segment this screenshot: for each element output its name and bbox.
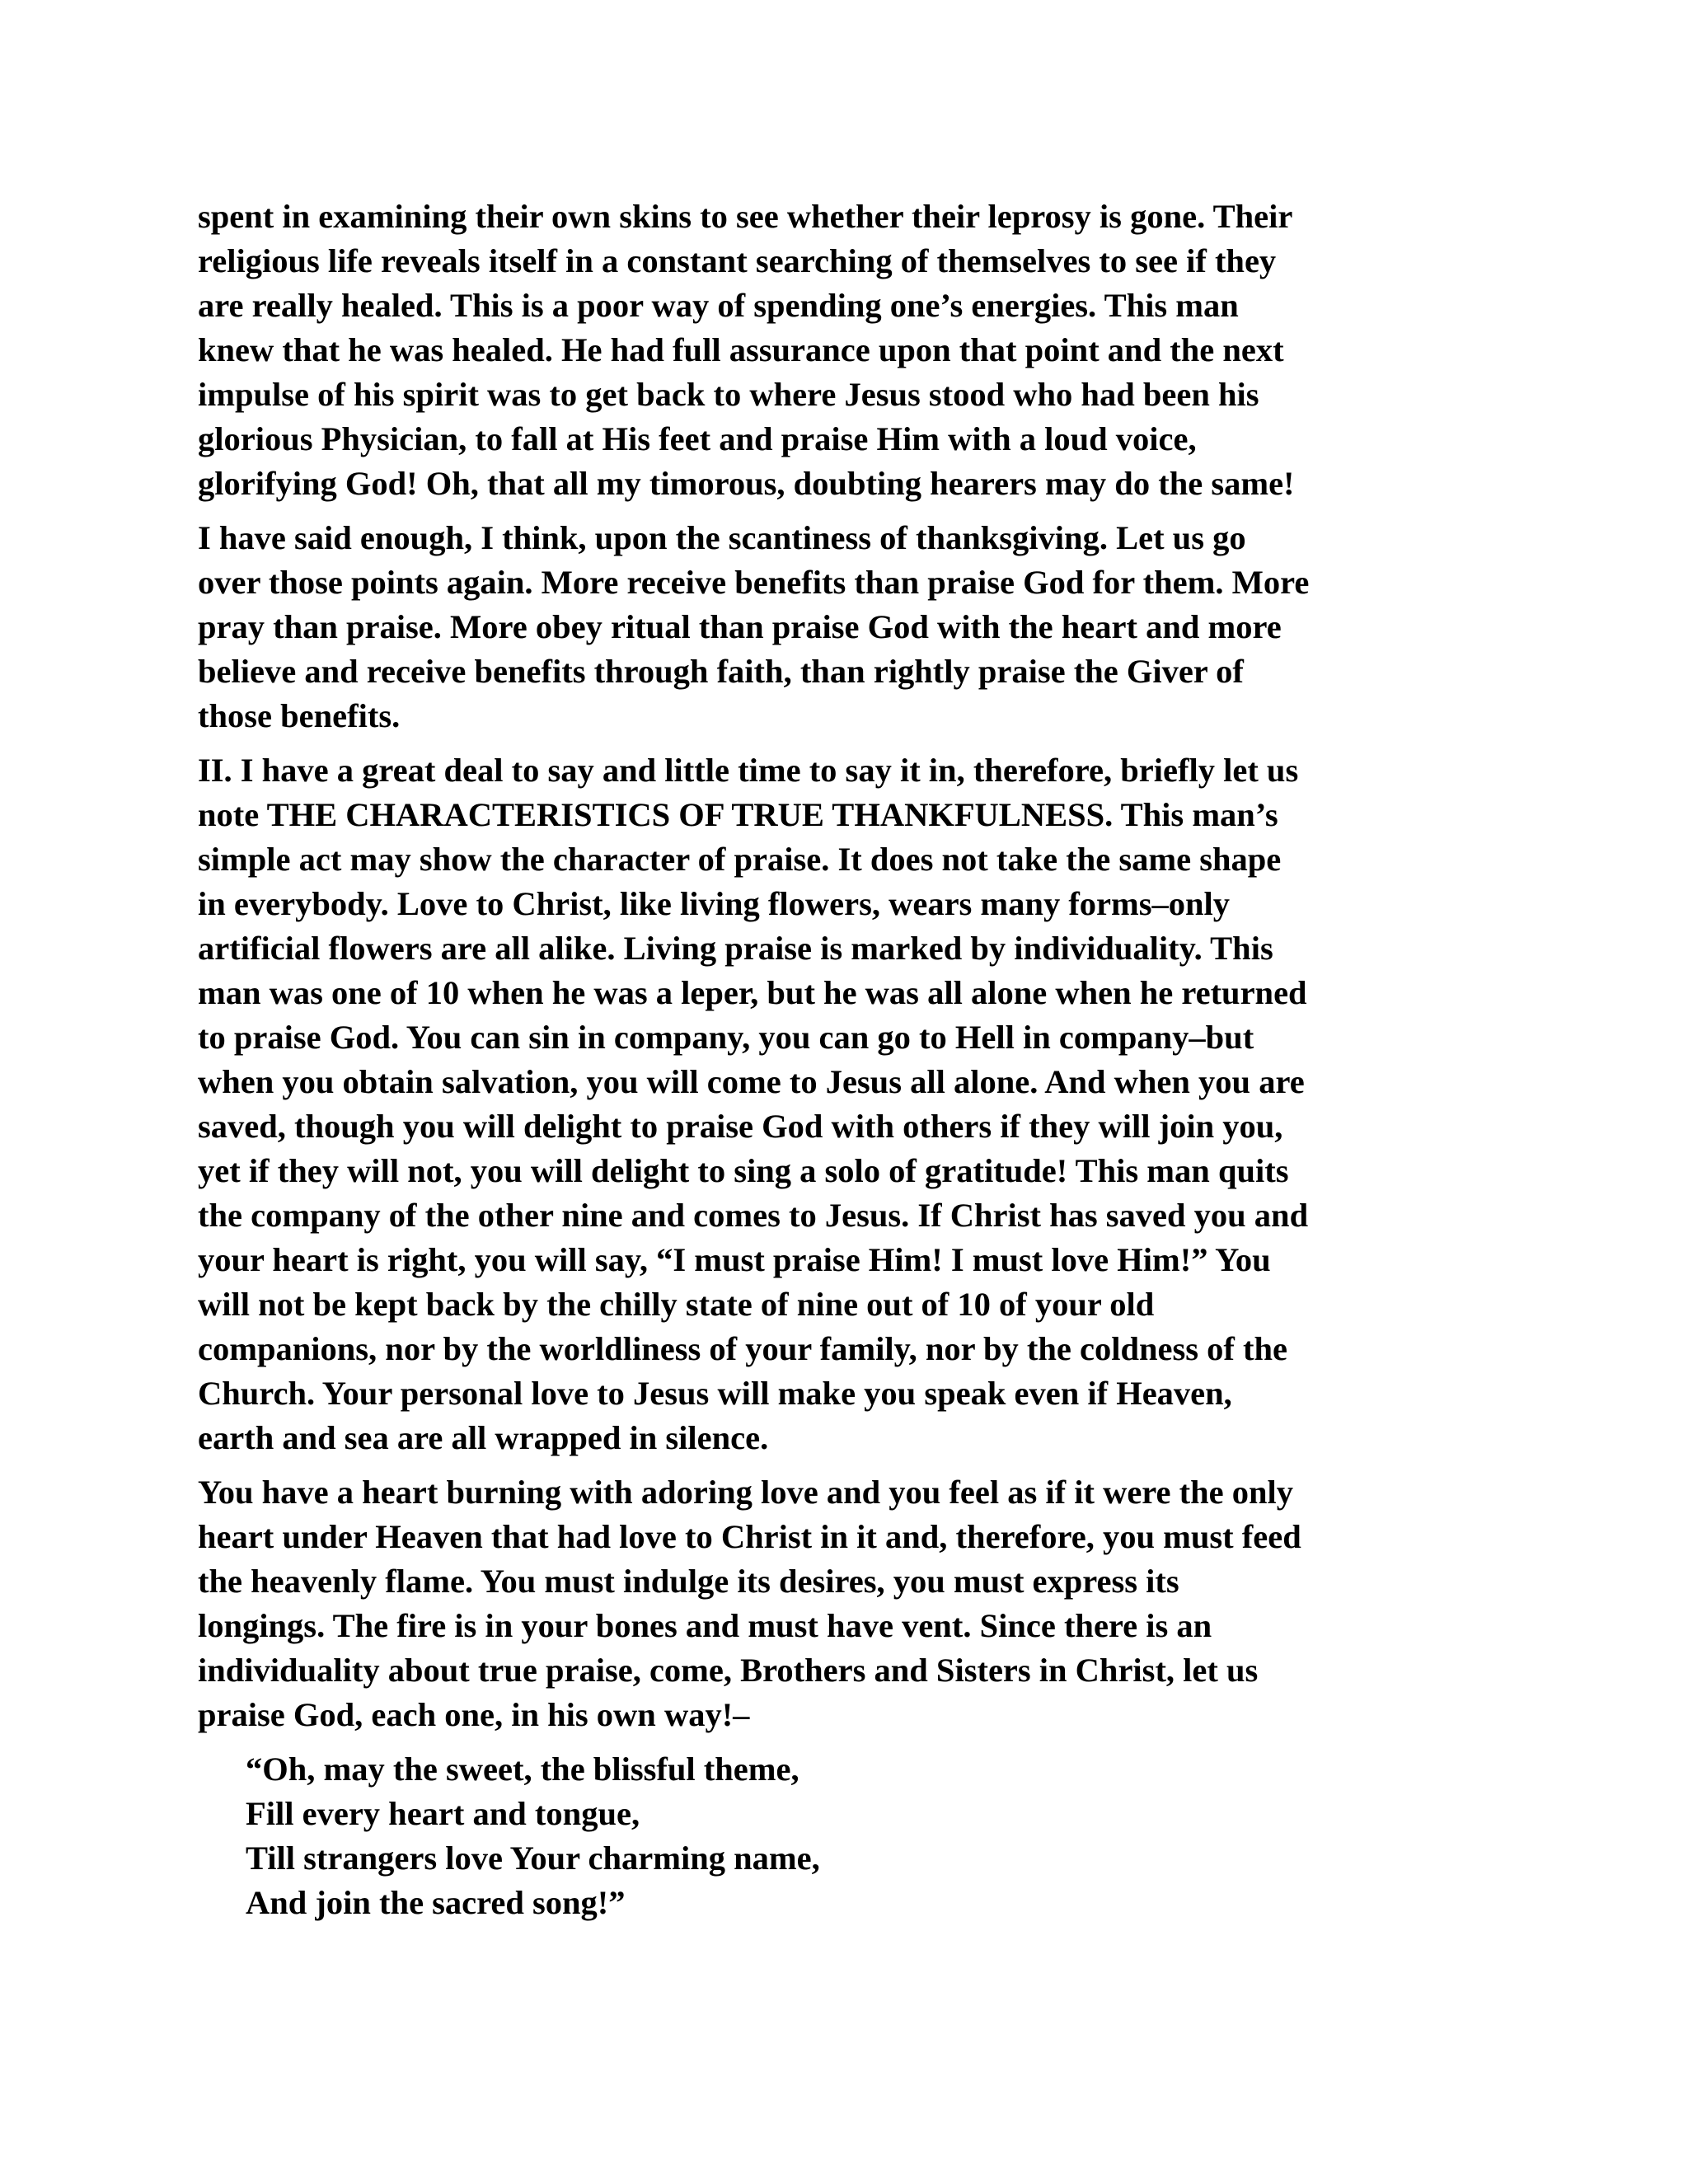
text-line: those benefits.	[198, 697, 401, 734]
text-line: individuality about true praise, come, Brothers and Sisters in Christ, let us	[198, 1652, 1259, 1689]
text-line: the heavenly flame. You must indulge its desires, you must express its	[198, 1563, 1179, 1600]
text-line: note THE CHARACTERISTICS OF TRUE THANKFULNESS. This man’s	[198, 796, 1278, 833]
paragraph-3	[198, 748, 1484, 1460]
text-line: in everybody. Love to Christ, like living flowers, wears many forms–only	[198, 885, 1231, 922]
paragraph-2	[198, 516, 1484, 738]
text-line: over those points again. More receive benefits than praise God for them. More	[198, 564, 1310, 601]
paragraph-1	[198, 194, 1484, 506]
text-line: heart under Heaven that had love to Christ in it and, therefore, you must feed	[198, 1518, 1301, 1555]
text-line: knew that he was healed. He had full assurance upon that point and the next	[198, 331, 1284, 368]
text-line: man was one of 10 when he was a leper, but he was all alone when he returned	[198, 974, 1307, 1011]
text-line: believe and receive benefits through faith, than rightly praise the Giver of	[198, 653, 1244, 690]
text-line: yet if they will not, you will delight to sing a solo of gratitude! This man quits	[198, 1152, 1289, 1189]
text-line: II. I have a great deal to say and little time to say it in, therefore, briefly let us	[198, 752, 1299, 789]
verse-line: Till strangers love Your charming name,	[246, 1840, 820, 1877]
text-line: impulse of his spirit was to get back to where Jesus stood who had been his	[198, 376, 1259, 413]
text-line: when you obtain salvation, you will come to Jesus all alone. And when you are	[198, 1063, 1305, 1100]
text-line: artificial flowers are all alike. Living praise is marked by individuality. This	[198, 930, 1273, 967]
text-line: pray than praise. More obey ritual than praise God with the heart and more	[198, 608, 1282, 645]
text-line: religious life reveals itself in a constant searching of themselves to see if they	[198, 242, 1277, 279]
text-line: You have a heart burning with adoring love and you feel as if it were the only	[198, 1474, 1294, 1511]
hymn-verse	[198, 1747, 1484, 1925]
text-line: the company of the other nine and comes to Jesus. If Christ has saved you and	[198, 1197, 1309, 1234]
text-line: longings. The fire is in your bones and must have vent. Since there is an	[198, 1607, 1212, 1644]
text-line: simple act may show the character of praise. It does not take the same shape	[198, 841, 1282, 878]
text-line: glorifying God! Oh, that all my timorous, doubting hearers may do the same!	[198, 465, 1295, 502]
text-line: spent in examining their own skins to see whether their leprosy is gone. Their	[198, 198, 1293, 235]
text-line: companions, nor by the worldliness of your family, nor by the coldness of the	[198, 1330, 1288, 1367]
text-line: are really healed. This is a poor way of spending one’s energies. This man	[198, 287, 1239, 324]
text-line: Church. Your personal love to Jesus will make you speak even if Heaven,	[198, 1375, 1232, 1412]
text-line: your heart is right, you will say, “I must praise Him! I must love Him!” You	[198, 1241, 1271, 1278]
verse-line: “Oh, may the sweet, the blissful theme,	[246, 1750, 799, 1788]
paragraph-4	[198, 1470, 1484, 1737]
text-line: glorious Physician, to fall at His feet and praise Him with a loud voice,	[198, 420, 1197, 457]
verse-line: And join the sacred song!”	[246, 1884, 626, 1921]
text-line: earth and sea are all wrapped in silence.	[198, 1419, 769, 1456]
text-line: praise God, each one, in his own way!–	[198, 1696, 750, 1733]
text-line: will not be kept back by the chilly state of nine out of 10 of your old	[198, 1286, 1155, 1323]
text-line: to praise God. You can sin in company, you can go to Hell in company–but	[198, 1019, 1254, 1056]
text-line: saved, though you will delight to praise God with others if they will join you,	[198, 1108, 1283, 1145]
text-line: I have said enough, I think, upon the scantiness of thanksgiving. Let us go	[198, 519, 1246, 556]
verse-line: Fill every heart and tongue,	[246, 1795, 640, 1832]
body-text	[198, 194, 1484, 1925]
